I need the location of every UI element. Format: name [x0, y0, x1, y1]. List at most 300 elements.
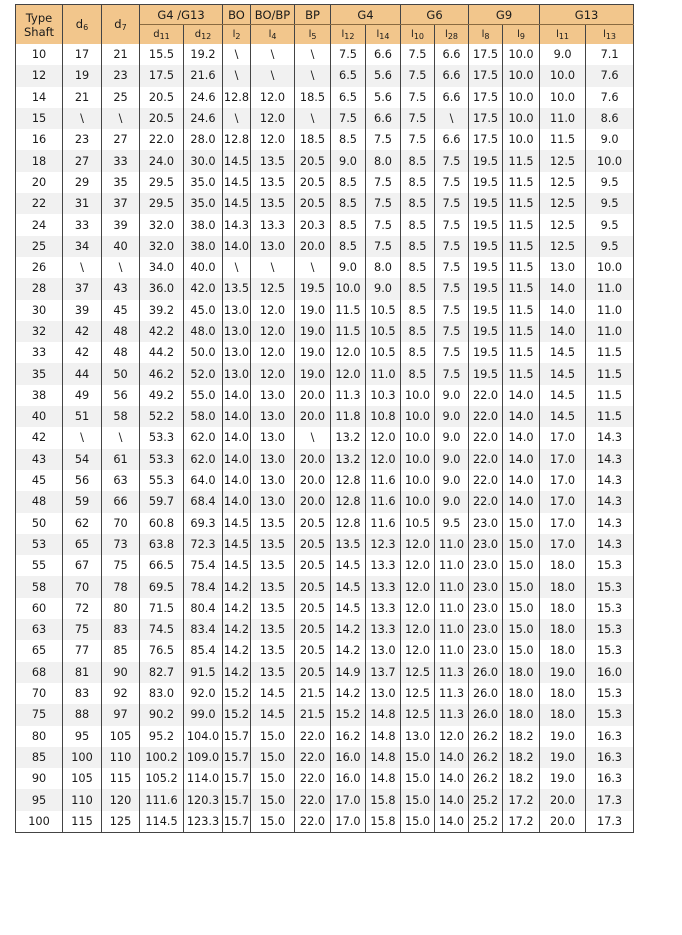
table-cell: 12.0 — [251, 87, 295, 108]
table-cell: 20.5 — [295, 150, 331, 171]
table-cell: 7.5 — [401, 44, 435, 65]
table-cell: 20.5 — [295, 172, 331, 193]
table-cell: 18.0 — [540, 576, 586, 597]
table-cell: 11.3 — [435, 662, 469, 683]
table-cell: 95 — [16, 789, 63, 810]
table-cell: 78 — [102, 576, 140, 597]
table-cell: 14.3 — [586, 427, 634, 448]
table-cell: 19.2 — [184, 44, 223, 65]
table-cell: 13.0 — [251, 427, 295, 448]
table-cell: 15.0 — [503, 513, 540, 534]
table-cell: 19.0 — [540, 726, 586, 747]
table-cell: 17.5 — [469, 129, 503, 150]
table-cell: 95 — [63, 726, 102, 747]
table-cell: 15.0 — [251, 768, 295, 789]
table-cell: 16.3 — [586, 726, 634, 747]
table-cell: 14.0 — [503, 406, 540, 427]
table-row — [16, 513, 682, 534]
table-cell: 14.5 — [540, 342, 586, 363]
table-cell: 7.5 — [401, 108, 435, 129]
table-cell: 8.5 — [401, 300, 435, 321]
table-cell: 20.5 — [295, 534, 331, 555]
table-cell: 110 — [102, 747, 140, 768]
table-cell: 16.0 — [331, 747, 366, 768]
table-cell: 64.0 — [184, 470, 223, 491]
header-group-g4: G4 — [331, 5, 401, 25]
table-cell: 7.5 — [435, 172, 469, 193]
table-cell: 10.0 — [503, 44, 540, 65]
table-cell: 14.5 — [223, 193, 251, 214]
table-cell: 14.2 — [223, 619, 251, 640]
table-cell: 17.0 — [540, 427, 586, 448]
header-group-g9: G9 — [469, 5, 540, 25]
table-cell: 14.5 — [540, 385, 586, 406]
table-cell: 30.0 — [184, 150, 223, 171]
table-cell: 21 — [63, 87, 102, 108]
table-cell: 48.0 — [184, 321, 223, 342]
table-cell: 11.0 — [435, 534, 469, 555]
table-cell: 19.0 — [540, 662, 586, 683]
table-cell: 85 — [16, 747, 63, 768]
table-cell: 7.5 — [435, 150, 469, 171]
table-cell: 48 — [102, 342, 140, 363]
table-cell: 18.0 — [540, 683, 586, 704]
subheader-symbol: d — [194, 29, 202, 40]
table-cell: 8.5 — [401, 342, 435, 363]
subheader-symbol: l — [517, 29, 520, 40]
table-row — [16, 236, 682, 257]
table-cell: \ — [63, 427, 102, 448]
table-cell: 13.5 — [251, 150, 295, 171]
table-cell: 15.0 — [251, 811, 295, 833]
subheader-cell — [469, 25, 503, 45]
table-cell: 14.5 — [540, 363, 586, 384]
table-cell: 11.0 — [435, 555, 469, 576]
table-cell: 18.0 — [540, 640, 586, 661]
table-cell: 20.5 — [140, 108, 184, 129]
table-cell: 14.0 — [435, 747, 469, 768]
table-cell: 49.2 — [140, 385, 184, 406]
table-cell: 20.5 — [295, 640, 331, 661]
table-cell: 14.0 — [435, 789, 469, 810]
table-cell: 19.5 — [469, 300, 503, 321]
table-cell: 66 — [102, 491, 140, 512]
table-cell: 58 — [102, 406, 140, 427]
table-cell: 22.0 — [295, 811, 331, 833]
table-cell: 14.0 — [223, 449, 251, 470]
table-cell: 26.0 — [469, 704, 503, 725]
table-cell: 52.2 — [140, 406, 184, 427]
table-cell: 14.0 — [503, 385, 540, 406]
table-cell: \ — [102, 108, 140, 129]
table-cell: 15.0 — [251, 747, 295, 768]
table-cell: 19.0 — [540, 747, 586, 768]
table-cell: 66.5 — [140, 555, 184, 576]
table-row — [16, 385, 682, 406]
table-cell: 21.5 — [295, 704, 331, 725]
table-cell: 22.0 — [295, 726, 331, 747]
table-cell: 12.0 — [251, 363, 295, 384]
table-cell: \ — [295, 108, 331, 129]
table-cell: 7.5 — [435, 300, 469, 321]
table-cell: 13.5 — [251, 172, 295, 193]
table-cell: 51 — [63, 406, 102, 427]
table-cell: 114.0 — [184, 768, 223, 789]
table-cell: 105 — [102, 726, 140, 747]
table-cell: 10.0 — [401, 385, 435, 406]
table-cell: 22.0 — [295, 747, 331, 768]
table-cell: 83 — [63, 683, 102, 704]
table-cell: 18.2 — [503, 747, 540, 768]
table-cell: 92.0 — [184, 683, 223, 704]
table-cell: 9.0 — [435, 470, 469, 491]
table-cell: 13.0 — [251, 385, 295, 406]
table-cell: 12.0 — [251, 300, 295, 321]
table-cell: 20.5 — [295, 576, 331, 597]
table-cell: 14.5 — [223, 513, 251, 534]
table-cell: 72.3 — [184, 534, 223, 555]
table-cell: 100 — [16, 811, 63, 833]
table-cell: 12.0 — [401, 619, 435, 640]
table-cell: 17.2 — [503, 811, 540, 833]
table-cell: 7.5 — [435, 278, 469, 299]
table-cell: 11.5 — [586, 342, 634, 363]
table-cell: 10 — [16, 44, 63, 65]
table-cell: 18.5 — [295, 129, 331, 150]
table-cell: 11.5 — [331, 321, 366, 342]
table-cell: 10.0 — [331, 278, 366, 299]
table-cell: 39 — [63, 300, 102, 321]
table-cell: 114.5 — [140, 811, 184, 833]
table-cell: 14.5 — [331, 555, 366, 576]
subheader-subscript: 28 — [447, 32, 458, 41]
table-cell: 95.2 — [140, 726, 184, 747]
table-cell: 14.2 — [223, 598, 251, 619]
table-cell: 5.6 — [366, 65, 401, 86]
subheader-subscript: 4 — [271, 32, 277, 41]
table-cell: 19.0 — [295, 342, 331, 363]
table-row — [16, 427, 682, 448]
table-row — [16, 619, 682, 640]
table-cell: 11.5 — [503, 300, 540, 321]
table-cell: 19.5 — [469, 321, 503, 342]
table-cell: 12.0 — [251, 129, 295, 150]
table-cell: 30 — [16, 300, 63, 321]
table-cell: 15.3 — [586, 576, 634, 597]
table-cell: 15.2 — [223, 683, 251, 704]
table-cell: 7.5 — [331, 44, 366, 65]
table-cell: 9.5 — [586, 172, 634, 193]
table-cell: 40 — [102, 236, 140, 257]
subheader-subscript: 8 — [484, 32, 490, 41]
table-cell: 17.3 — [586, 811, 634, 833]
table-cell: 13.0 — [366, 683, 401, 704]
table-cell: 7.5 — [401, 65, 435, 86]
table-cell: 11.6 — [366, 491, 401, 512]
table-cell: 13.5 — [251, 193, 295, 214]
table-cell: 29.5 — [140, 172, 184, 193]
table-row — [16, 704, 682, 725]
table-cell: 17.5 — [469, 108, 503, 129]
table-cell: 12.5 — [401, 704, 435, 725]
table-cell: 63.8 — [140, 534, 184, 555]
table-cell: 44 — [63, 363, 102, 384]
table-cell: 13.5 — [251, 640, 295, 661]
table-cell: 13.0 — [223, 300, 251, 321]
table-row — [16, 768, 682, 789]
dimension-table-container — [15, 4, 661, 833]
table-cell: 17.0 — [540, 513, 586, 534]
table-cell: 17.0 — [540, 534, 586, 555]
table-cell: 15.7 — [223, 789, 251, 810]
table-cell: 12.8 — [223, 129, 251, 150]
table-cell: 14.0 — [540, 321, 586, 342]
table-cell: 78.4 — [184, 576, 223, 597]
table-cell: 19.5 — [469, 363, 503, 384]
table-cell: 20.0 — [295, 470, 331, 491]
table-cell: 59 — [63, 491, 102, 512]
subheader-symbol: l — [341, 29, 345, 40]
table-cell: 23.0 — [469, 598, 503, 619]
table-cell: 9.5 — [586, 193, 634, 214]
table-cell: 13.3 — [366, 619, 401, 640]
table-row — [16, 640, 682, 661]
table-cell: 12.0 — [251, 342, 295, 363]
table-cell: 99.0 — [184, 704, 223, 725]
table-cell: 110 — [63, 789, 102, 810]
table-cell: 50.0 — [184, 342, 223, 363]
table-cell: 42 — [16, 427, 63, 448]
table-cell: 53.3 — [140, 427, 184, 448]
table-cell: 13.5 — [251, 513, 295, 534]
table-cell: 8.5 — [401, 172, 435, 193]
table-cell: 12.8 — [331, 513, 366, 534]
table-row — [16, 449, 682, 470]
table-cell: 14.8 — [366, 768, 401, 789]
table-cell: 14.0 — [223, 385, 251, 406]
table-cell: 68.4 — [184, 491, 223, 512]
table-cell: 8.0 — [366, 150, 401, 171]
table-cell: 7.1 — [586, 44, 634, 65]
table-cell: 14.3 — [586, 449, 634, 470]
table-cell: 23.0 — [469, 576, 503, 597]
table-cell: 11.0 — [435, 598, 469, 619]
table-cell: 6.6 — [435, 44, 469, 65]
table-cell: 13.0 — [223, 321, 251, 342]
table-cell: 17.5 — [469, 44, 503, 65]
table-cell: 16.2 — [331, 726, 366, 747]
table-cell: 13.0 — [251, 491, 295, 512]
table-row — [16, 257, 682, 278]
table-cell: 20.0 — [295, 491, 331, 512]
table-cell: 9.0 — [435, 491, 469, 512]
table-cell: \ — [251, 257, 295, 278]
subheader-subscript: 2 — [235, 32, 241, 41]
table-cell: 35 — [102, 172, 140, 193]
table-cell: 15.3 — [586, 598, 634, 619]
subheader-symbol: l — [445, 29, 448, 40]
table-cell: 37 — [102, 193, 140, 214]
table-cell: 13.5 — [331, 534, 366, 555]
table-cell: 20.0 — [295, 385, 331, 406]
table-cell: 13.0 — [251, 406, 295, 427]
table-cell: 18.0 — [540, 555, 586, 576]
table-cell: 6.6 — [366, 44, 401, 65]
table-cell: 17 — [63, 44, 102, 65]
table-cell: 40.0 — [184, 257, 223, 278]
table-cell: 13.3 — [251, 214, 295, 235]
table-row — [16, 300, 682, 321]
table-cell: 34 — [63, 236, 102, 257]
table-cell: 62 — [63, 513, 102, 534]
table-cell: 67 — [63, 555, 102, 576]
table-cell: 43 — [16, 449, 63, 470]
table-cell: 20.0 — [540, 811, 586, 833]
table-cell: 12.0 — [251, 321, 295, 342]
table-cell: 62.0 — [184, 427, 223, 448]
table-cell: \ — [102, 257, 140, 278]
table-cell: 20.5 — [295, 193, 331, 214]
table-cell: 19.5 — [469, 172, 503, 193]
table-body — [16, 44, 682, 832]
table-cell: 9.0 — [366, 278, 401, 299]
table-cell: 58.0 — [184, 406, 223, 427]
table-cell: 11.0 — [435, 576, 469, 597]
table-cell: 81 — [63, 662, 102, 683]
table-cell: 11.5 — [331, 300, 366, 321]
table-cell: 14.0 — [435, 768, 469, 789]
table-cell: 76.5 — [140, 640, 184, 661]
table-cell: 14.5 — [251, 683, 295, 704]
table-cell: 11.6 — [366, 513, 401, 534]
table-cell: 14.2 — [223, 662, 251, 683]
table-cell: 11.5 — [503, 214, 540, 235]
table-cell: 14.0 — [540, 300, 586, 321]
table-cell: 15.0 — [503, 619, 540, 640]
table-cell: 17.2 — [503, 789, 540, 810]
table-cell: 14.9 — [331, 662, 366, 683]
table-cell: 20.5 — [295, 555, 331, 576]
table-cell: 105 — [63, 768, 102, 789]
table-row — [16, 534, 682, 555]
subheader-symbol: l — [556, 29, 559, 40]
table-cell: 14.8 — [366, 747, 401, 768]
table-cell: 14.0 — [223, 406, 251, 427]
table-cell: 12.5 — [540, 172, 586, 193]
table-cell: 13.0 — [251, 449, 295, 470]
table-cell: 10.8 — [366, 406, 401, 427]
table-cell: 10.0 — [401, 449, 435, 470]
table-cell: 11.3 — [331, 385, 366, 406]
table-cell: 12.0 — [401, 534, 435, 555]
table-row — [16, 555, 682, 576]
table-cell: 13.5 — [251, 619, 295, 640]
table-cell: \ — [223, 65, 251, 86]
header-group-bo-bp: BO/BP — [251, 5, 295, 25]
table-cell: 20.0 — [295, 406, 331, 427]
table-cell: 9.5 — [586, 236, 634, 257]
table-cell: 19.0 — [295, 363, 331, 384]
table-cell: 63 — [102, 470, 140, 491]
table-cell: 43 — [102, 278, 140, 299]
table-cell: 46.2 — [140, 363, 184, 384]
table-row — [16, 214, 682, 235]
table-cell: 70 — [16, 683, 63, 704]
table-cell: 11.0 — [435, 640, 469, 661]
table-cell: 85 — [102, 640, 140, 661]
table-cell: 12.8 — [331, 491, 366, 512]
table-cell: 111.6 — [140, 789, 184, 810]
subheader-subscript: 10 — [413, 32, 424, 41]
table-cell: 9.0 — [435, 449, 469, 470]
table-cell: 23.0 — [469, 555, 503, 576]
table-cell: 16.3 — [586, 747, 634, 768]
table-cell: 77 — [63, 640, 102, 661]
table-cell: 12.0 — [366, 449, 401, 470]
table-cell: 69.5 — [140, 576, 184, 597]
table-cell: 11.5 — [503, 150, 540, 171]
table-cell: 16.0 — [331, 768, 366, 789]
table-cell: 83 — [102, 619, 140, 640]
subheader-cell — [540, 25, 586, 45]
table-cell: 7.5 — [435, 236, 469, 257]
table-cell: 120.3 — [184, 789, 223, 810]
table-cell: 16.0 — [586, 662, 634, 683]
table-cell: 14.0 — [223, 427, 251, 448]
table-cell: \ — [295, 65, 331, 86]
table-cell: 8.6 — [586, 108, 634, 129]
table-cell: 42.0 — [184, 278, 223, 299]
table-cell: 27 — [63, 150, 102, 171]
table-row — [16, 747, 682, 768]
table-cell: 20.5 — [140, 87, 184, 108]
table-cell: 20.0 — [295, 449, 331, 470]
subheader-subscript: 14 — [379, 32, 390, 41]
table-cell: 9.0 — [331, 257, 366, 278]
table-cell: 22.0 — [140, 129, 184, 150]
table-header — [16, 5, 682, 45]
table-cell: 70 — [102, 513, 140, 534]
table-cell: 50 — [16, 513, 63, 534]
table-cell: 19.5 — [469, 236, 503, 257]
table-cell: 60.8 — [140, 513, 184, 534]
table-cell: 12.5 — [540, 214, 586, 235]
table-cell: 15.8 — [366, 789, 401, 810]
table-cell: 17.0 — [540, 470, 586, 491]
table-cell: 15.0 — [503, 534, 540, 555]
table-cell: 25.2 — [469, 811, 503, 833]
table-cell: 15.0 — [401, 811, 435, 833]
table-cell: 10.5 — [366, 342, 401, 363]
table-row — [16, 491, 682, 512]
table-cell: 8.5 — [401, 321, 435, 342]
table-cell: 11.5 — [540, 129, 586, 150]
table-cell: 23.0 — [469, 619, 503, 640]
table-cell: 33 — [102, 150, 140, 171]
table-cell: 13.5 — [251, 662, 295, 683]
table-cell: 14.3 — [586, 534, 634, 555]
table-cell: 15.2 — [223, 704, 251, 725]
subheader-subscript: 13 — [605, 32, 617, 41]
table-cell: 12 — [16, 65, 63, 86]
table-cell: 15.3 — [586, 555, 634, 576]
table-cell: 11.5 — [503, 236, 540, 257]
table-cell: \ — [251, 44, 295, 65]
table-cell: 22.0 — [295, 768, 331, 789]
header-type-shaft — [16, 5, 63, 45]
table-cell: 11.6 — [366, 470, 401, 491]
table-cell: 34.0 — [140, 257, 184, 278]
